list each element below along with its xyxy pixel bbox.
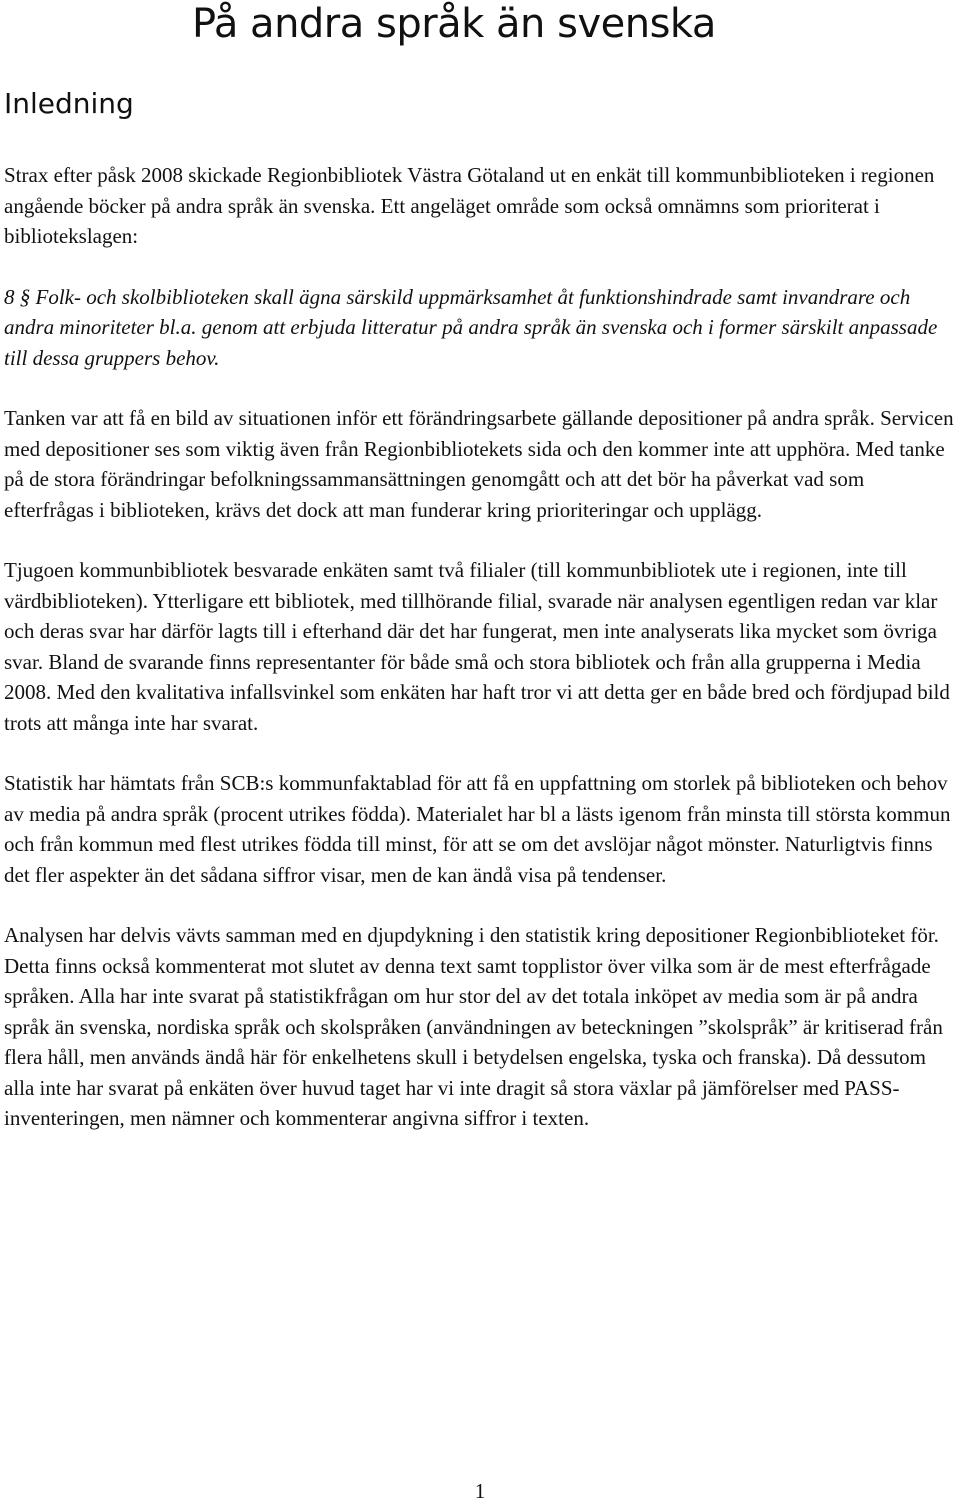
paragraph-respondents: Tjugoen kommunbibliotek besvarade enkäten samt två filialer (till kommunbibliotek ute i regionen, inte till värdbiblioteken). Ytterligare ett bibliotek, med tillhörande filial, svarade när analysen egentligen redan var klar och deras svar har därför lagts till i efterhand där det har fungerat, men inte analyserats lika mycket som övriga svar. Bland de svarande finns representanter för både små och stora bibliotek och från alla grupperna i Media 2008. Med den kvalitativa infallsvinkel som enkäten har haft tror vi att detta ger en både bred och fördjupad bild trots att många inte har svarat. [4, 558, 950, 735]
page-number: 1 [474, 1479, 486, 1503]
paragraph-intro: Strax efter påsk 2008 skickade Regionbibliotek Västra Götaland ut en enkät till kommunbiblioteken i regionen angående böcker på andra språk än svenska. Ett angeläget område som också omnämns som prioriterat i bibliotekslagen: [4, 163, 935, 248]
body-text [4, 160, 959, 1164]
law-quote: 8 § Folk- och skolbiblioteken skall ägna särskild uppmärksamhet åt funktionshindrade samt invandrare och andra minoriteter bl.a. genom att erbjuda litteratur på andra språk än svenska och i former särskilt anpassade till dessa gruppers behov. [4, 284, 938, 370]
paragraph-statistics: Statistik har hämtats från SCB:s kommunfaktablad för att få en uppfattning om storlek på biblioteken och behov av media på andra språk (procent utrikes födda). Materialet har bl a lästs igenom från minsta till största kommun och från kommun med flest utrikes födda till minst, för att se om det avslöjar något mönster. Naturligtvis finns det fler aspekter än det sådana siffror visar, men de kan ändå visa på tendenser. [4, 771, 951, 887]
section-heading: Inledning [4, 87, 134, 120]
document-title: På andra språk än svenska [192, 1, 716, 47]
paragraph-purpose: Tanken var att få en bild av situationen inför ett förändringsarbete gällande depositioner på andra språk. Servicen med depositioner ses som viktig även från Regionbibliotekets sida och den kommer inte att upphöra. Med tanke på de stora förändringar befolkningssammansättningen genomgått och att det bör ha påverkat vad som efterfrågas i biblioteken, krävs det dock att man funderar kring prioriteringar och upplägg. [4, 406, 954, 522]
paragraph-analysis: Analysen har delvis vävts samman med en djupdykning i den statistik kring depositioner Regionbiblioteket för. Detta finns också kommenterat mot slutet av denna text samt topplistor över vilka som är de mest efterfrågade språken. Alla har inte svarat på statistikfrågan om hur stor del av det totala inköpet av media som är på andra språk än svenska, nordiska språk och skolspråken (användningen av beteckningen ”skolspråk” är kritiserad från flera håll, men används ändå här för enkelhetens skull i betydelsen engelska, tyska och franska). Då dessutom alla inte har svarat på enkäten över huvud taget har vi inte dragit så stora växlar på jämförelser med PASS-inventeringen, men nämner och kommenterar angivna siffror i texten. [4, 923, 943, 1130]
